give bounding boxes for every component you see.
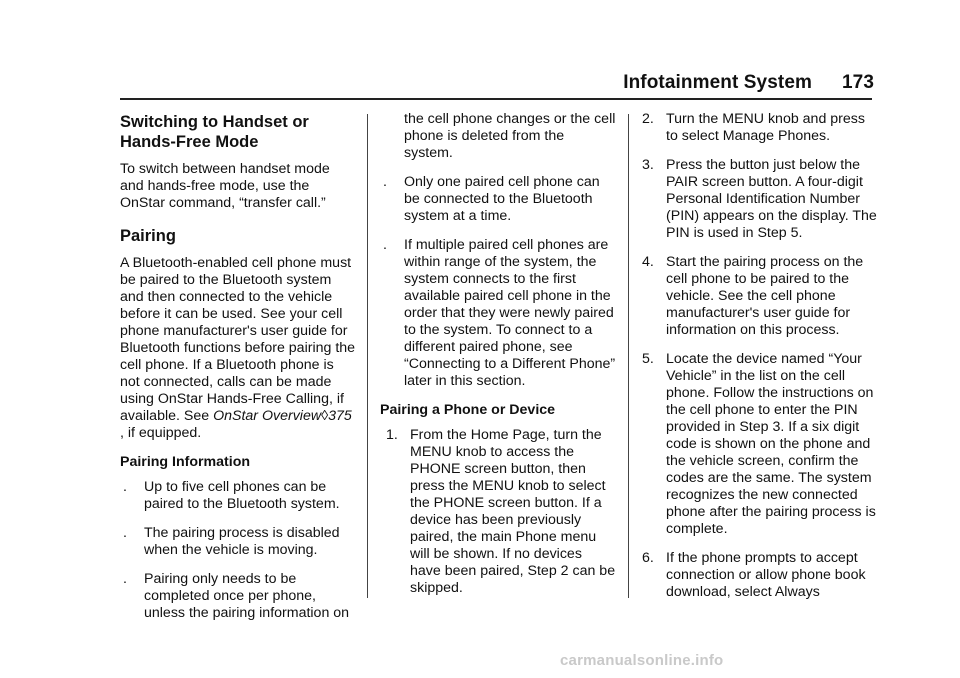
heading-switching xyxy=(120,112,356,152)
header-rule xyxy=(120,98,872,100)
bullet-text: Pairing only needs to be completed once per phone, unless the pairing information on xyxy=(144,571,350,621)
list-item xyxy=(120,525,356,559)
column-1 xyxy=(120,112,356,634)
column-divider-1 xyxy=(367,114,368,598)
list-item xyxy=(380,237,616,390)
onstar-overview-link[interactable]: OnStar Overview xyxy=(213,408,322,424)
pairing-text: A Bluetooth-enabled cell phone must be paired to the Bluetooth system and then connected to the vehicle before it can be used. See your cell phone manufacturer's user guide for Bluetooth functions before pairing the cell phone. If a Bluetooth phone is not connected, calls can be made using OnStar Hands-Free Calling, if available. See xyxy=(120,255,356,424)
step-item xyxy=(642,351,878,538)
step-item xyxy=(642,111,878,145)
bullet-icon: . xyxy=(123,479,127,495)
page-ref-number[interactable]: 375 xyxy=(328,408,352,424)
paragraph-switching: To switch between handset mode and hands-free mode, use the OnStar command, “transfer call.” xyxy=(120,161,330,211)
column-2 xyxy=(380,111,616,609)
heading-pairing: Pairing xyxy=(120,227,176,245)
step-text: Turn the MENU knob and press to select Manage Phones. xyxy=(666,111,865,144)
list-item xyxy=(120,479,356,513)
list-item xyxy=(380,174,616,225)
step-item xyxy=(642,157,878,242)
page-number: 173 xyxy=(841,72,874,93)
step-number: 1. xyxy=(386,427,398,443)
bullet-continuation: the cell phone changes or the cell phone is deleted from the system. xyxy=(404,111,616,161)
column-3 xyxy=(642,111,878,613)
step-text: Locate the device named “Your Vehicle” in the list on the cell phone. Follow the instructions on the cell phone to enter the PIN provided in Step 3. If a six digit code is shown on the phone and the vehicle screen, confirm the codes are the same. The system recognizes the new connected phone after the pairing process is complete. xyxy=(666,351,876,537)
bullet-text: Only one paired cell phone can be connected to the Bluetooth system at a time. xyxy=(404,174,600,224)
column-divider-2 xyxy=(628,114,629,598)
step-item xyxy=(380,427,616,597)
step-number: 5. xyxy=(642,351,654,367)
heading-pairing-a-phone: Pairing a Phone or Device xyxy=(380,402,556,418)
step-text: Start the pairing process on the cell phone to be paired to the vehicle. See the cell phone manufacturer's user guide for information on this process. xyxy=(666,254,864,338)
step-text: If the phone prompts to accept connection or allow phone book download, select Always xyxy=(666,550,866,600)
step-number: 2. xyxy=(642,111,654,127)
step-text: From the Home Page, turn the MENU knob to access the PHONE screen button, then press the MENU knob to select the PHONE screen button. If a device has been previously paired, the main Phone menu will be shown. If no devices have been paired, Step 2 can be skipped. xyxy=(410,427,616,596)
bullet-icon: . xyxy=(123,571,127,587)
bullet-text: If multiple paired cell phones are within range of the system, the system connects to the first available paired cell phone in the order that they were newly paired to the system. To connect to a different paired phone, see “Connecting to a Different Phone” later in this section. xyxy=(404,237,616,389)
bullet-text: The pairing process is disabled when the vehicle is moving. xyxy=(144,525,340,558)
watermark: carmanualsonline.info xyxy=(560,652,724,669)
bullet-icon: . xyxy=(383,237,387,253)
page-ref-icon: ◊ xyxy=(321,408,329,424)
running-title: Infotainment System xyxy=(623,72,812,93)
heading-switching-line2: Hands-Free Mode xyxy=(120,133,259,151)
pairing-text-end: , if equipped. xyxy=(120,425,202,441)
heading-pairing-information: Pairing Information xyxy=(120,454,251,470)
step-item xyxy=(642,254,878,339)
paragraph-pairing xyxy=(120,255,356,442)
page-header xyxy=(623,72,874,94)
bullet-text: Up to five cell phones can be paired to the Bluetooth system. xyxy=(144,479,340,512)
step-number: 3. xyxy=(642,157,654,173)
step-number: 6. xyxy=(642,550,654,566)
step-number: 4. xyxy=(642,254,654,270)
list-item xyxy=(120,571,356,622)
bullet-icon: . xyxy=(123,525,127,541)
bullet-icon: . xyxy=(383,174,387,190)
step-text: Press the button just below the PAIR screen button. A four-digit Personal Identification Number (PIN) appears on the display. The PIN is used in Step 5. xyxy=(666,157,877,241)
step-item xyxy=(642,550,878,601)
heading-switching-line1: Switching to Handset or xyxy=(120,113,309,131)
